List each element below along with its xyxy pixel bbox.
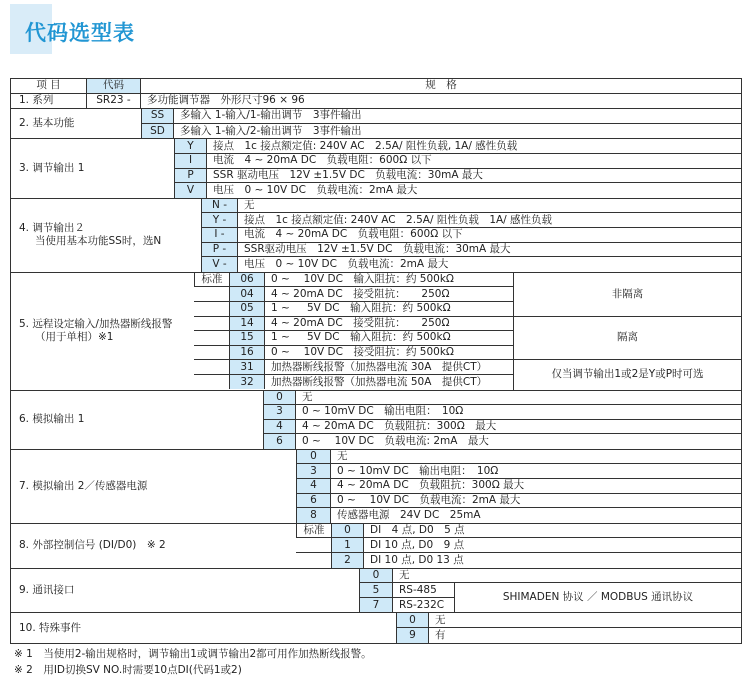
section-special-event — [11, 613, 741, 643]
section-remote-input-hba — [11, 273, 741, 391]
item-note: （用于单相）※1 — [35, 331, 114, 344]
code-cell: 1 — [331, 538, 364, 552]
code-cell: 7 — [359, 598, 393, 613]
code-cell: 6 — [296, 494, 331, 508]
table-row — [194, 346, 513, 361]
section-rows — [296, 524, 741, 568]
code-cell: 0 — [331, 524, 364, 538]
section-col — [201, 199, 741, 272]
section-rows — [359, 569, 741, 613]
section-rows — [263, 391, 741, 449]
code-cell: 06 — [229, 273, 265, 287]
table-row — [296, 450, 741, 465]
spec-cell: DI 10 点, D0 9 点 — [370, 538, 465, 551]
table-row — [194, 273, 513, 288]
table-row — [201, 257, 741, 272]
footnote-2: ※ 2 用ID切换SV NO.时需要10点DI(代码1或2) — [14, 664, 242, 676]
spec-cell: 4 ~ 20mA DC 接受阻抗： 250Ω — [271, 316, 450, 329]
item-label: 9. 通讯接口 — [19, 584, 75, 597]
footnotes — [14, 646, 372, 678]
item-cell — [11, 199, 201, 272]
section-col — [141, 109, 741, 138]
header-spec: 规 格 — [425, 79, 457, 92]
sub-rows — [359, 583, 741, 612]
table-row — [263, 434, 741, 449]
table-row — [141, 124, 741, 139]
annotation-cell: 非隔离 — [514, 273, 741, 317]
item-label: 7. 模拟输出 2／传感器电源 — [19, 479, 148, 492]
spacer — [296, 553, 331, 568]
item-cell — [11, 109, 141, 138]
code-cell: SD — [141, 124, 174, 139]
item-label: 10. 特殊事件 — [19, 621, 82, 634]
spec-cell: SSR驱动电压 12V ±1.5V DC 负载电流：30mA 最大 — [244, 242, 511, 255]
standard-cell: 标准 — [296, 524, 331, 538]
footnote-1: ※ 1 当使用2-输出规格时，调节输出1或调节输出2都可用作加热断线报警。 — [14, 648, 372, 660]
spec-cell: 4 ~ 20mA DC 接受阻抗： 250Ω — [271, 287, 450, 300]
code-cell: 31 — [229, 360, 265, 374]
section-col — [174, 139, 741, 197]
spec-cell: 1 ~ 5V DC 输入阻抗：约 500kΩ — [271, 331, 451, 344]
table-row — [174, 154, 741, 169]
code-cell: 15 — [229, 331, 265, 345]
header-item: 项 目 — [36, 79, 61, 92]
table-row — [396, 613, 741, 628]
spec-cell: 0 ~ 10mV DC 输出电阻： 10Ω — [302, 405, 464, 418]
item-label: 4. 调节输出２ — [19, 222, 85, 235]
spec-cell: 加热器断线报警（加热器电流 30A 提供CT） — [271, 360, 488, 373]
section-control-output-1 — [11, 139, 741, 198]
section-analog-output-2 — [11, 450, 741, 524]
table-row — [296, 494, 741, 509]
section-col — [359, 569, 741, 613]
spacer — [194, 317, 229, 331]
spec-cell: 无 — [244, 199, 255, 212]
spec-cell: 电流 4 ~ 20mA DC 负载电阻：600Ω 以下 — [244, 228, 463, 241]
page-title: 代码选型表 — [25, 21, 135, 45]
table-row — [194, 302, 513, 317]
table-row — [201, 243, 741, 258]
section-col — [86, 94, 741, 109]
table-row — [194, 287, 513, 302]
table-row — [296, 538, 741, 553]
table-row — [174, 169, 741, 184]
code-cell: 4 — [263, 420, 296, 434]
spec-cell: DI 10 点, D0 13 点 — [370, 553, 464, 566]
table-row — [296, 479, 741, 494]
spec-cell: 电压 0 ~ 10V DC 负载电流：2mA 最大 — [244, 257, 449, 270]
spec-cell: 无 — [302, 390, 313, 403]
section-control-output-2 — [11, 199, 741, 273]
section-series — [11, 94, 741, 110]
table-row — [194, 360, 513, 375]
code-cell: SS — [141, 109, 174, 123]
spec-cell: 0 ~ 10V DC 输入阻抗：约 500kΩ — [271, 273, 454, 286]
code-cell: P - — [201, 243, 238, 257]
code-cell: V - — [201, 257, 238, 272]
code-cell: 5 — [359, 583, 393, 597]
table-row — [296, 464, 741, 479]
spacer — [194, 302, 229, 316]
spec-cell: 有 — [435, 628, 446, 641]
code-cell: 4 — [296, 479, 331, 493]
spec-rows — [194, 273, 513, 390]
section-basic-function — [11, 109, 741, 139]
spacer — [296, 538, 331, 552]
table-row — [263, 405, 741, 420]
table-row — [296, 508, 741, 523]
spec-cell: 接点 1c 接点额定值: 240V AC 2.5A/ 阻性负载, 1A/ 感性负载 — [213, 139, 518, 152]
table-row — [201, 228, 741, 243]
table-row — [201, 199, 741, 214]
annotation-column — [513, 273, 741, 390]
table-row — [174, 183, 741, 198]
spec-cell: 0 ~ 10V DC 接受阻抗：约 500kΩ — [271, 345, 454, 358]
code-cell: 16 — [229, 346, 265, 360]
spec-cell: 电流 4 ~ 20mA DC 负载电阻：600Ω 以下 — [213, 154, 432, 167]
table-row — [174, 139, 741, 154]
spec-cell: 1 ~ 5V DC 输入阻抗：约 500kΩ — [271, 302, 451, 315]
section-col — [296, 450, 741, 523]
code-cell: 0 — [296, 450, 331, 464]
section-communication — [11, 569, 741, 614]
annotation-cell: 隔离 — [514, 317, 741, 361]
table-row — [194, 317, 513, 332]
code-cell: 0 — [396, 613, 429, 627]
table-row — [296, 553, 741, 568]
code-cell: 3 — [296, 464, 331, 478]
code-cell: 32 — [229, 375, 265, 390]
code-cell: P — [174, 169, 207, 183]
spec-cell: 无 — [435, 613, 446, 626]
code-cell: N - — [201, 199, 238, 213]
section-analog-output-1 — [11, 391, 741, 450]
section-rows — [396, 613, 741, 642]
table-row — [194, 375, 513, 390]
table-row — [359, 583, 454, 598]
section-col — [296, 524, 741, 568]
spacer — [194, 346, 229, 360]
item-cell — [11, 524, 296, 568]
standard-cell: 标准 — [194, 273, 229, 287]
spec-cell: 接点 1c 接点额定值: 240V AC 2.5A/ 阻性负载 1A/ 感性负载 — [244, 213, 553, 226]
spec-cell: RS-485 — [399, 583, 437, 596]
code-cell: Y — [174, 139, 207, 153]
header-code: 代码 — [86, 79, 141, 93]
spec-cell: DI 4 点, D0 5 点 — [370, 524, 465, 537]
spec-cell: 0 ~ 10V DC 负载电流: 2mA 最大 — [302, 435, 489, 448]
spec-cell: 无 — [337, 450, 348, 463]
code-cell: 2 — [331, 553, 364, 568]
code-selection-table — [10, 78, 742, 644]
code-cell: I - — [201, 228, 238, 242]
spec-cell: 多输入 1-输入/2-输出调节 3事件输出 — [180, 124, 362, 137]
table-row — [296, 524, 741, 539]
section-rows — [141, 109, 741, 138]
spec-cell: 电压 0 ~ 10V DC 负载电流：2mA 最大 — [213, 183, 418, 196]
table-header-row — [11, 79, 741, 94]
item-label: 2. 基本功能 — [19, 117, 75, 130]
code-cell: 9 — [396, 628, 429, 643]
item-cell — [11, 273, 194, 390]
spec-cell: 4 ~ 20mA DC 负载阻抗：300Ω 最大 — [302, 419, 497, 432]
spec-cell: 无 — [399, 568, 410, 581]
section-rows — [201, 199, 741, 272]
item-label: 1. 系列 — [19, 94, 54, 107]
table-row — [141, 109, 741, 124]
spacer — [194, 360, 229, 374]
item-label: 5. 远程设定输入/加热器断线报警 — [19, 318, 173, 331]
item-cell — [11, 569, 359, 613]
code-cell: V — [174, 183, 207, 198]
item-cell — [11, 391, 263, 449]
item-label: 3. 调节输出 1 — [19, 162, 85, 175]
code-cell: SR23 - — [86, 94, 141, 109]
spec-cell: SSR 驱动电压 12V ±1.5V DC 负载电流：30mA 最大 — [213, 168, 483, 181]
code-cell: 14 — [229, 317, 265, 331]
spec-cell: 多功能调节器 外形尺寸96 × 96 — [147, 94, 305, 107]
table-row — [359, 569, 741, 584]
spacer — [194, 331, 229, 345]
code-cell: 0 — [263, 391, 296, 405]
table-row — [263, 420, 741, 435]
annotation-cell: 仅当调节输出1或2是Y或P时可选 — [551, 368, 704, 381]
section-rows — [194, 273, 741, 390]
code-cell: 05 — [229, 302, 265, 316]
code-cell: I — [174, 154, 207, 168]
spec-cell: 加热器断线报警（加热器电流 50A 提供CT） — [271, 375, 488, 388]
section-rows — [86, 94, 741, 109]
item-label: 8. 外部控制信号 (DI/D0) ※ 2 — [19, 539, 166, 552]
item-cell — [11, 94, 86, 109]
spec-cell: RS-232C — [399, 598, 445, 611]
spacer — [194, 287, 229, 301]
code-cell: 0 — [359, 569, 393, 583]
section-col — [396, 613, 741, 642]
code-cell: 3 — [263, 405, 296, 419]
spec-cell: 4 ~ 20mA DC 负载阻抗：300Ω 最大 — [337, 479, 525, 492]
annotation-cell: SHIMADEN 协议 ／ MODBUS 通讯协议 — [454, 583, 741, 612]
item-cell — [11, 450, 296, 523]
spec-cell: 0 ~ 10V DC 负载电流：2mA 最大 — [337, 493, 521, 506]
table-row — [263, 391, 741, 406]
spec-cell: 传感器电源 24V DC 25mA — [337, 509, 481, 522]
item-cell — [11, 613, 396, 642]
code-cell: Y - — [201, 213, 238, 227]
section-rows — [296, 450, 741, 523]
section-col — [263, 391, 741, 449]
code-cell: 6 — [263, 434, 296, 449]
spacer — [194, 375, 229, 390]
item-label: 6. 模拟输出 1 — [19, 413, 85, 426]
section-external-control — [11, 524, 741, 569]
spec-cell: 多输入 1-输入/1-输出调节 3事件输出 — [180, 109, 362, 122]
interface-rows — [359, 583, 454, 612]
table-row — [359, 598, 454, 613]
item-note: 当使用基本功能SS时，选N — [35, 235, 162, 248]
table-row — [396, 628, 741, 643]
table-row — [194, 331, 513, 346]
spec-cell: 0 ~ 10mV DC 输出电阻： 10Ω — [337, 464, 499, 477]
code-cell: 8 — [296, 508, 331, 523]
section-rows — [174, 139, 741, 197]
table-row — [86, 94, 741, 109]
code-cell: 04 — [229, 287, 265, 301]
item-cell — [11, 139, 174, 197]
table-row — [201, 213, 741, 228]
